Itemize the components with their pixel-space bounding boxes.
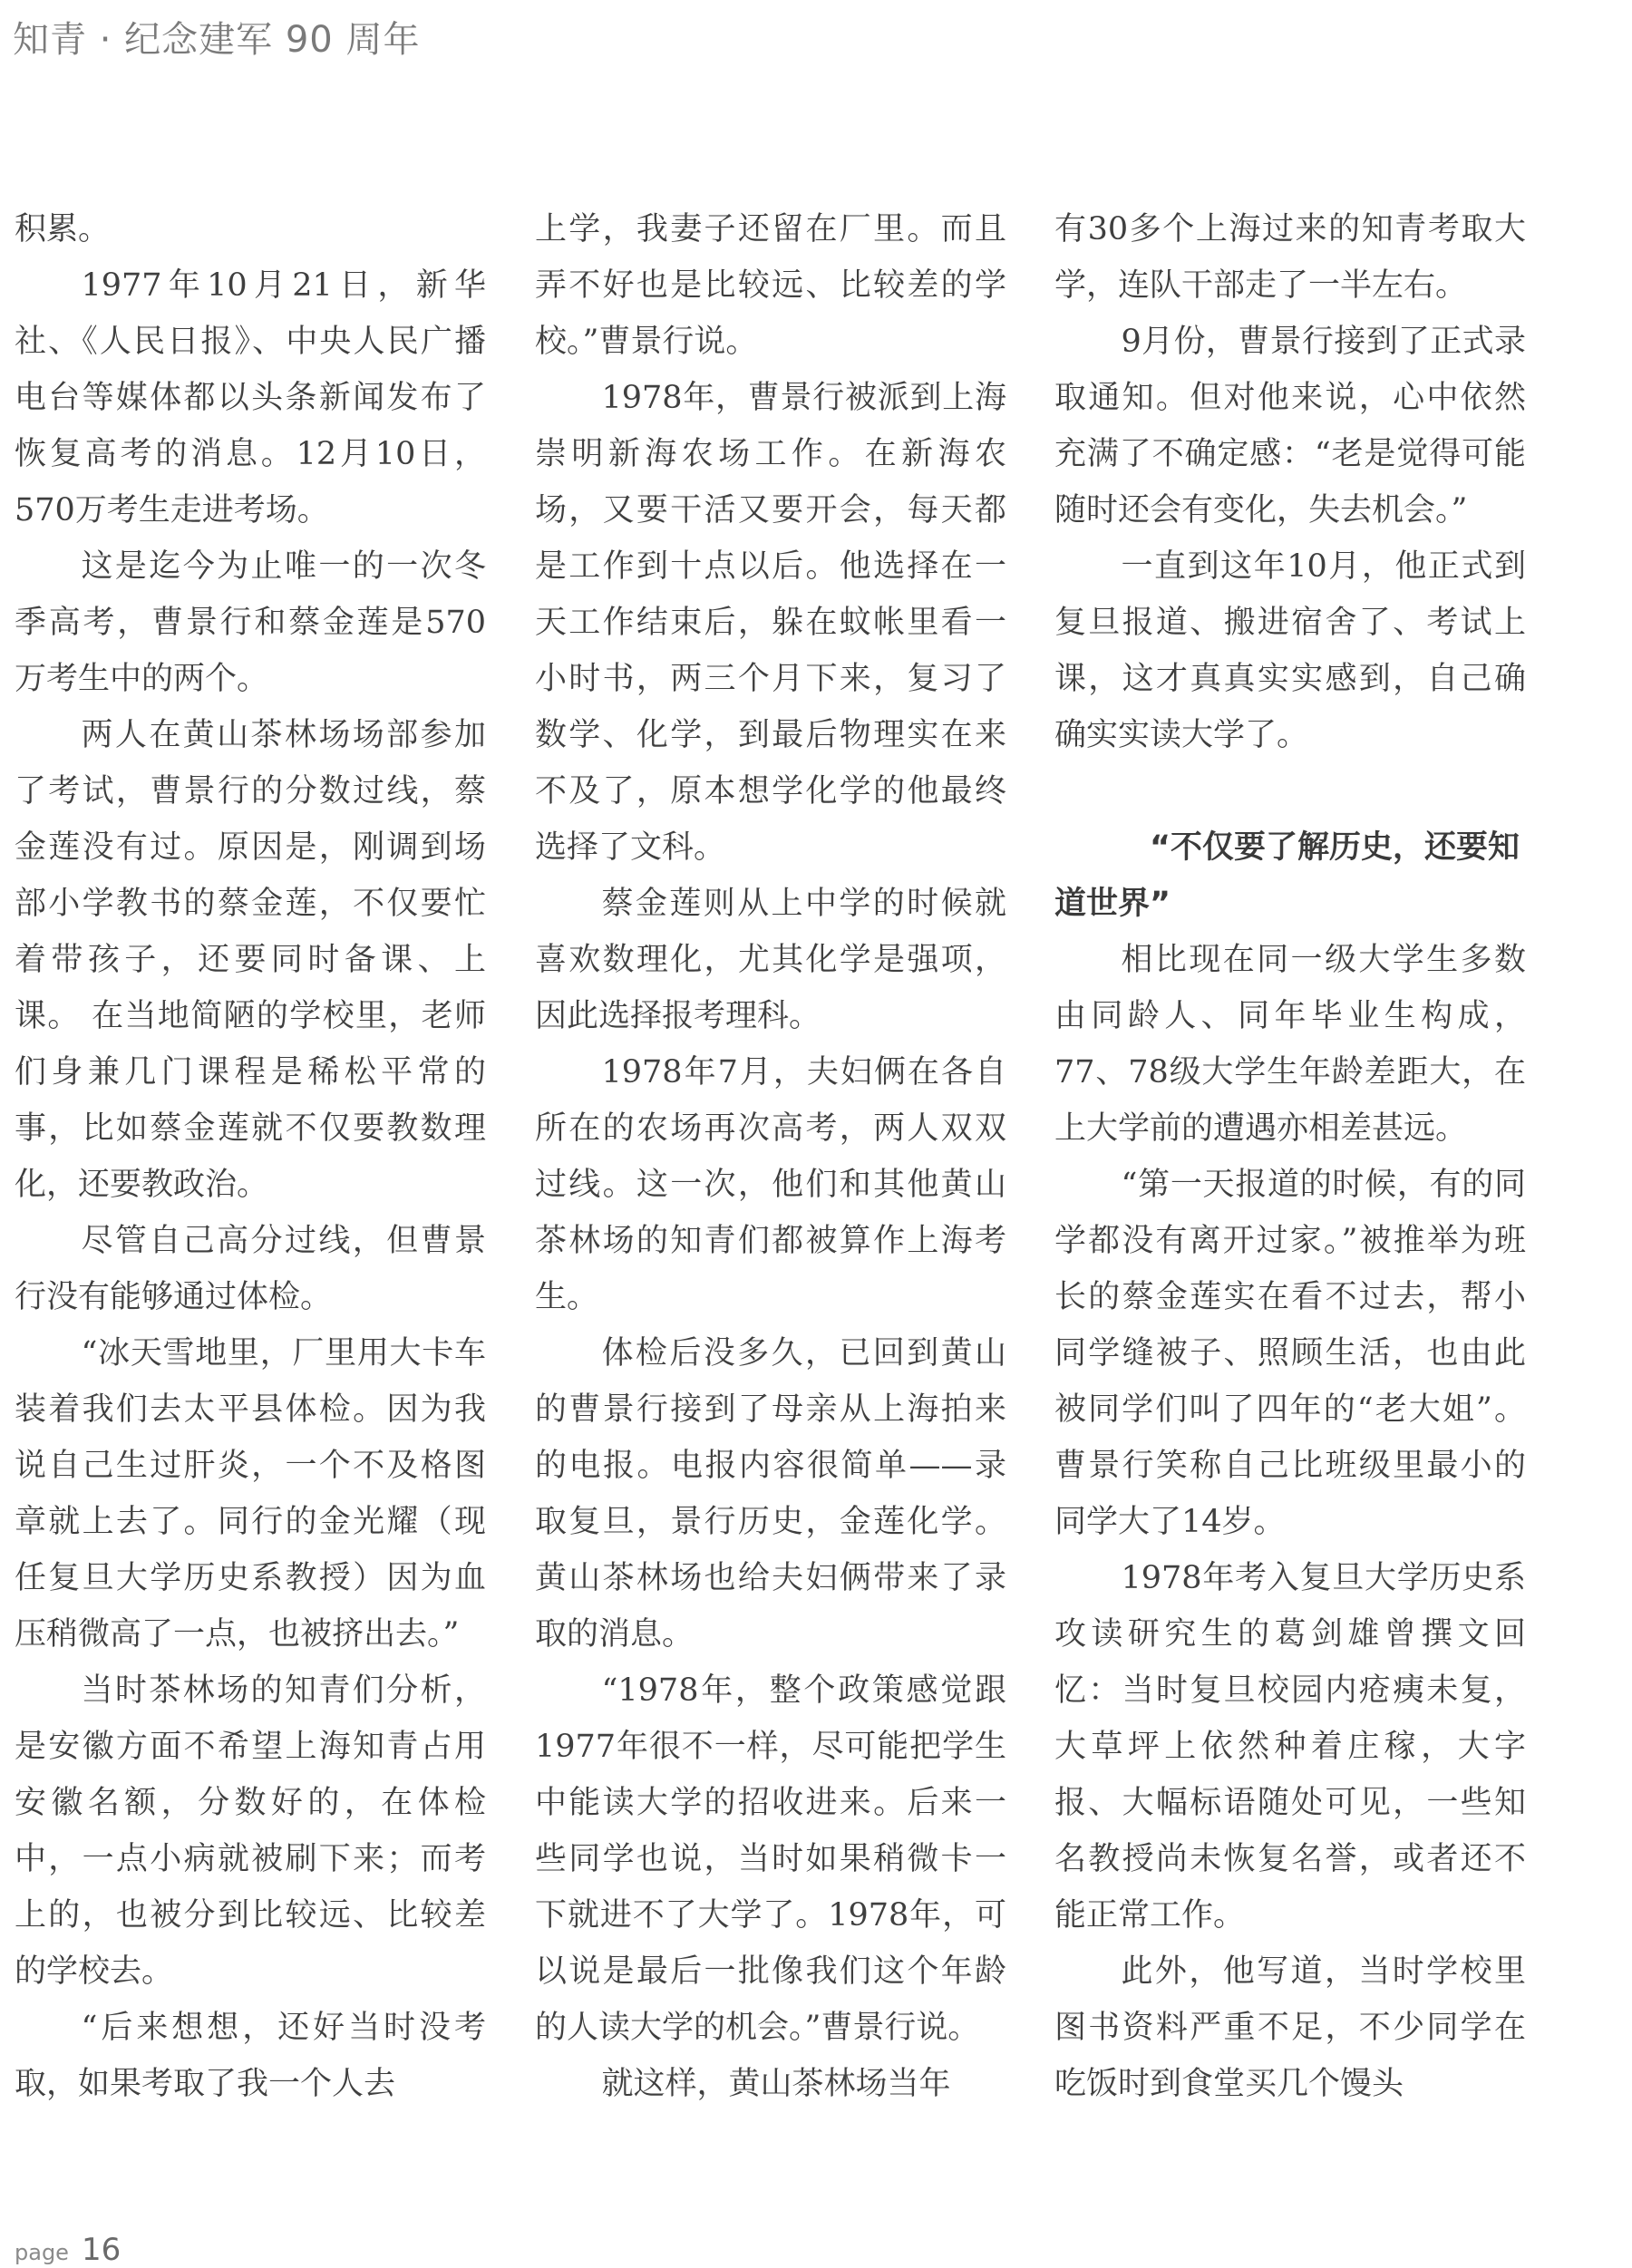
text-column-3: [1054, 201, 1526, 2112]
paragraph: 1977年10月21日，新华社、《人民日报》、中央人民广播电台等媒体都以头条新闻发布了恢复高考的消息。12月10日，570万考生走进考场。: [15, 267, 486, 528]
paragraph: 1978年，曹景行被派到上海崇明新海农场工作。在新海农场，又要干活又要开会，每天都是工作到十点以后。他选择在一天工作结束后，躲在蚊帐里看一小时书，两三个月下来，复习了数学、化学，到最后物理实在来不及了，原本想学化学的他最终选择了文科。: [535, 380, 1006, 866]
text-column-2: [535, 201, 1006, 2112]
paragraph: 这是迄今为止唯一的一次冬季高考，曹景行和蔡金莲是570万考生中的两个。: [15, 548, 486, 697]
paragraph: 相比现在同一级大学生多数由同龄人、同年毕业生构成，77、78级大学生年龄差距大，在上大学前的遭遇亦相差甚远。: [1054, 942, 1526, 1147]
paragraph: 上学，我妻子还留在厂里。而且弄不好也是比较远、比较差的学校。”曹景行说。: [535, 211, 1006, 360]
paragraph: 就这样，黄山茶林场当年: [601, 2066, 951, 2102]
paragraph: 蔡金莲则从上中学的时候就喜欢数理化，尤其化学是强项，因此选择报考理科。: [535, 886, 1006, 1034]
page-label: page: [15, 2240, 69, 2265]
running-header: 知青 · 纪念建军 90 周年: [13, 19, 421, 61]
paragraph: 积累。: [15, 211, 111, 247]
paragraph: 1978年考入复旦大学历史系攻读研究生的葛剑雄曾撰文回忆：当时复旦校园内疮痍未复，大草坪上依然种着庄稼，大字报、大幅标语随处可见，一些知名教授尚未恢复名誉，或者还不能正常工作。: [1054, 1560, 1526, 1934]
paragraph: “冰天雪地里，厂里用大卡车装着我们去太平县体检。因为我说自己生过肝炎，一个不及格图章就上去了。同行的金光耀（现任复旦大学历史系教授）因为血压稍微高了一点，也被挤出去。”: [15, 1335, 486, 1653]
paragraph: 两人在黄山茶林场场部参加了考试，曹景行的分数过线，蔡金莲没有过。原因是，刚调到场部小学教书的蔡金莲，不仅要忙着带孩子，还要同时备课、上课。 在当地简陋的学校里，老师们身兼几门课程是稀松平常的事，比如蔡金莲就不仅要教数理化，还要教政治。: [15, 717, 486, 1203]
paragraph: 9月份，曹景行接到了正式录取通知。但对他来说，心中依然充满了不确定感：“老是觉得可能随时还会有变化，失去机会。”: [1054, 324, 1526, 528]
paragraph: 一直到这年10月，他正式到复旦报道、搬进宿舍了、考试上课，这才真真实实感到，自己确确实实读大学了。: [1054, 548, 1526, 753]
text-column-1: [15, 201, 486, 2112]
paragraph: 尽管自己高分过线，但曹景行没有能够通过体检。: [15, 1223, 486, 1315]
paragraph: 1978年7月，夫妇俩在各自所在的农场再次高考，两人双双过线。这一次，他们和其他黄山茶林场的知青们都被算作上海考生。: [535, 1054, 1006, 1315]
paragraph: 当时茶林场的知青们分析，是安徽方面不希望上海知青占用安徽名额，分数好的，在体检中，一点小病就被刷下来；而考上的，也被分到比较远、比较差的学校去。: [15, 1672, 486, 1990]
page-footer: [15, 2232, 121, 2268]
paragraph: 有30多个上海过来的知青考取大学，连队干部走了一半左右。: [1054, 211, 1526, 304]
paragraph: “后来想想，还好当时没考取，如果考取了我一个人去: [15, 2010, 486, 2102]
paragraph: “1978年，整个政策感觉跟1977年很不一样，尽可能把学生中能读大学的招收进来。后来一些同学也说，当时如果稍微卡一下就进不了大学了。1978年，可以说是最后一批像我们这个年龄的人读大学的机会。”曹景行说。: [535, 1672, 1006, 2046]
page-number: 16: [81, 2232, 121, 2268]
section-heading: “不仅要了解历史，还要知道世界”: [1054, 829, 1520, 922]
paragraph: 体检后没多久，已回到黄山的曹景行接到了母亲从上海拍来的电报。电报内容很简单——录取复旦，景行历史，金莲化学。黄山茶林场也给夫妇俩带来了录取的消息。: [535, 1335, 1006, 1653]
paragraph: “第一天报道的时候，有的同学都没有离开过家。”被推举为班长的蔡金莲实在看不过去，帮小同学缝被子、照顾生活，也由此被同学们叫了四年的“老大姐”。曹景行笑称自己比班级里最小的同学大了14岁。: [1054, 1167, 1526, 1540]
paragraph: 此外，他写道，当时学校里图书资料严重不足，不少同学在吃饭时到食堂买几个馒头: [1054, 1953, 1526, 2102]
